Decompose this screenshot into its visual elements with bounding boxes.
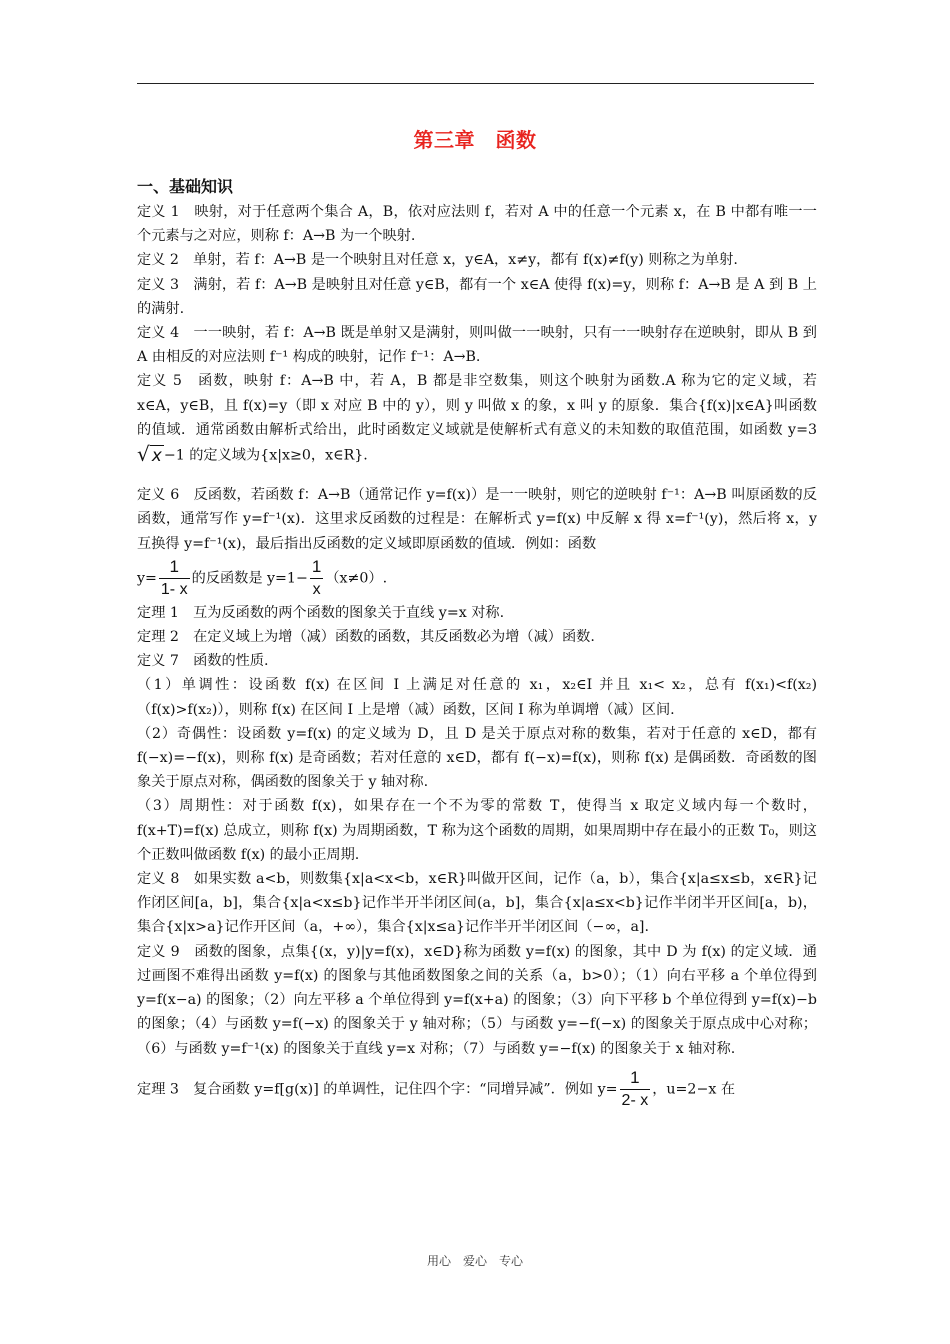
theorem-1: 定理 1 互为反函数的两个函数的图象关于直线 y=x 对称. — [137, 604, 505, 621]
document-body — [137, 174, 817, 1112]
theorem-2: 定理 2 在定义域上为增（减）函数的函数，其反函数必为增（减）函数. — [137, 629, 595, 646]
definition-7: 定义 7 函数的性质. — [137, 653, 269, 670]
fraction-1-over-x: $\frac{1}{x}$ — [311, 556, 322, 598]
fraction-1-over-2-minus-x: $\frac{1}{2- x}$ — [621, 1067, 649, 1109]
header-rule — [137, 83, 814, 84]
theorem-3 — [137, 1067, 817, 1112]
definition-5-text: 定义 5 函数，映射 f：A→B 中，若 A，B 都是非空数集，则这个映射为函数.A 称为它的定义域，若 x∈A，y∈B，且 f(x)=y（即 x 对应 B 中的 y），则 y 叫做 x 的象，x 叫 y 的原象．集合{f(x)|x∈A}叫函数的值域．通常函数由解析式给出，此时函数定义域就是使解析式有意义的未知数的取值范围，如函数 y=3 — [137, 373, 817, 438]
fraction-1-over-1-minus-x: $\frac{1}{1- x}$ — [160, 556, 188, 598]
theorem-3-text: 定理 3 复合函数 y=f[g(x)] 的单调性，记住四个字：“同增异减”．例如 y= — [137, 1081, 618, 1098]
radical-icon: √ — [137, 442, 150, 467]
example-middle: 的反函数是 y=1− — [191, 570, 308, 587]
definition-4: 定义 4 一一映射，若 f：A→B 既是单射又是满射，则叫做一一映射，只有一一映射存在逆映射，即从 B 到 A 由相反的对应法则 f⁻¹ 构成的映射，记作 f⁻¹：A→B. — [137, 325, 817, 366]
definition-1: 定义 1 映射，对于任意两个集合 A，B，依对应法则 f，若对 A 中的任意一个元素 x，在 B 中都有唯一一个元素与之对应，则称 f：A→B 为一个映射. — [137, 204, 817, 245]
definition-9: 定义 9 函数的图象，点集{(x，y)|y=f(x)，x∈D}称为函数 y=f(x) 的图象，其中 D 为 f(x) 的定义域．通过画图不难得出函数 y=f(x) 的图象与其他函数图象之间的关系（a，b>0）；（1）向右平移 a 个单位得到 y=f(x−a) 的图象；（2）向左平移 a 个单位得到 y=f(x+a) 的图象；（3）向下平移 b 个单位得到 y=f(x)−b 的图象；（4）与函数 y=f(−x) 的图象关于 y 轴对称；（5）与函数 y=−f(−x) 的图象关于原点成中心对称；（6）与函数 y=f⁻¹(x) 的图象关于直线 y=x 对称；（7）与函数 y=−f(x) 的图象关于 x 轴对称. — [137, 943, 817, 1057]
definition-8: 定义 8 如果实数 a<b，则数集{x|a<x<b，x∈R}叫做开区间，记作（a，b），集合{x|a≤x≤b，x∈R}记作闭区间[a，b]，集合{x|a<x≤b}记作半开半闭区间(a，b]，集合{x|a≤x<b}记作半闭半开区间[a，b)，集合{x|x>a}记作开区间（a，+∞），集合{x|x≤a}记作半开半闭区间（−∞，a]. — [137, 871, 817, 936]
periodicity: （3）周期性：对于函数 f(x)，如果存在一个不为零的常数 T，使得当 x 取定义域内每一个数时，f(x+T)=f(x) 总成立，则称 f(x) 为周期函数，T 称为这个函数的周期，如果周期中存在最小的正数 T₀，则这个正数叫做函数 f(x) 的最小正周期. — [137, 798, 817, 863]
chapter-title: 第三章 函数 — [413, 128, 537, 152]
definition-5-tail: −1 的定义域为{x|x≥0，x∈R}. — [163, 447, 368, 464]
section-heading: 一、基础知识 — [137, 177, 234, 196]
sqrt-expression — [137, 442, 164, 469]
example-suffix: （x≠0）. — [325, 570, 388, 587]
sqrt-body: x — [151, 446, 162, 467]
page-footer: 用心 爱心 专心 — [426, 1254, 523, 1268]
theorem-3-tail: ，u=2−x 在 — [652, 1081, 736, 1098]
definition-3: 定义 3 满射，若 f：A→B 是映射且对任意 y∈B，都有一个 x∈A 使得 f(x)=y，则称 f：A→B 是 A 到 B 上的满射. — [137, 276, 817, 317]
example-prefix: y= — [137, 570, 157, 587]
definition-5 — [137, 369, 817, 469]
definition-6: 定义 6 反函数，若函数 f：A→B（通常记作 y=f(x)）是一一映射，则它的逆映射 f⁻¹：A→B 叫原函数的反函数，通常写作 y=f⁻¹(x)．这里求反函数的过程是：在解析式 y=f(x) 中反解 x 得 x=f⁻¹(y)，然后将 x，y 互换得 y=f⁻¹(x)，最后指出反函数的定义域即原函数的值域．例如：函数 — [137, 487, 817, 552]
monotonicity: （1）单调性：设函数 f(x) 在区间 I 上满足对任意的 x₁，x₂∈I 并且 x₁< x₂，总有 f(x₁)<f(x₂)（f(x)>f(x₂)），则称 f(x) 在区间 I 上是增（减）函数，区间 I 称为单调增（减）区间. — [137, 677, 817, 718]
inverse-example — [137, 556, 817, 601]
definition-2: 定义 2 单射，若 f：A→B 是一个映射且对任意 x，y∈A，x≠y，都有 f(x)≠f(y) 则称之为单射. — [137, 252, 738, 269]
parity: （2）奇偶性：设函数 y=f(x) 的定义域为 D，且 D 是关于原点对称的数集，若对于任意的 x∈D，都有 f(−x)=−f(x)，则称 f(x) 是奇函数；若对任意的 x∈D，都有 f(−x)=f(x)，则称 f(x) 是偶函数．奇函数的图象关于原点对称，偶函数的图象关于 y 轴对称. — [137, 725, 817, 791]
